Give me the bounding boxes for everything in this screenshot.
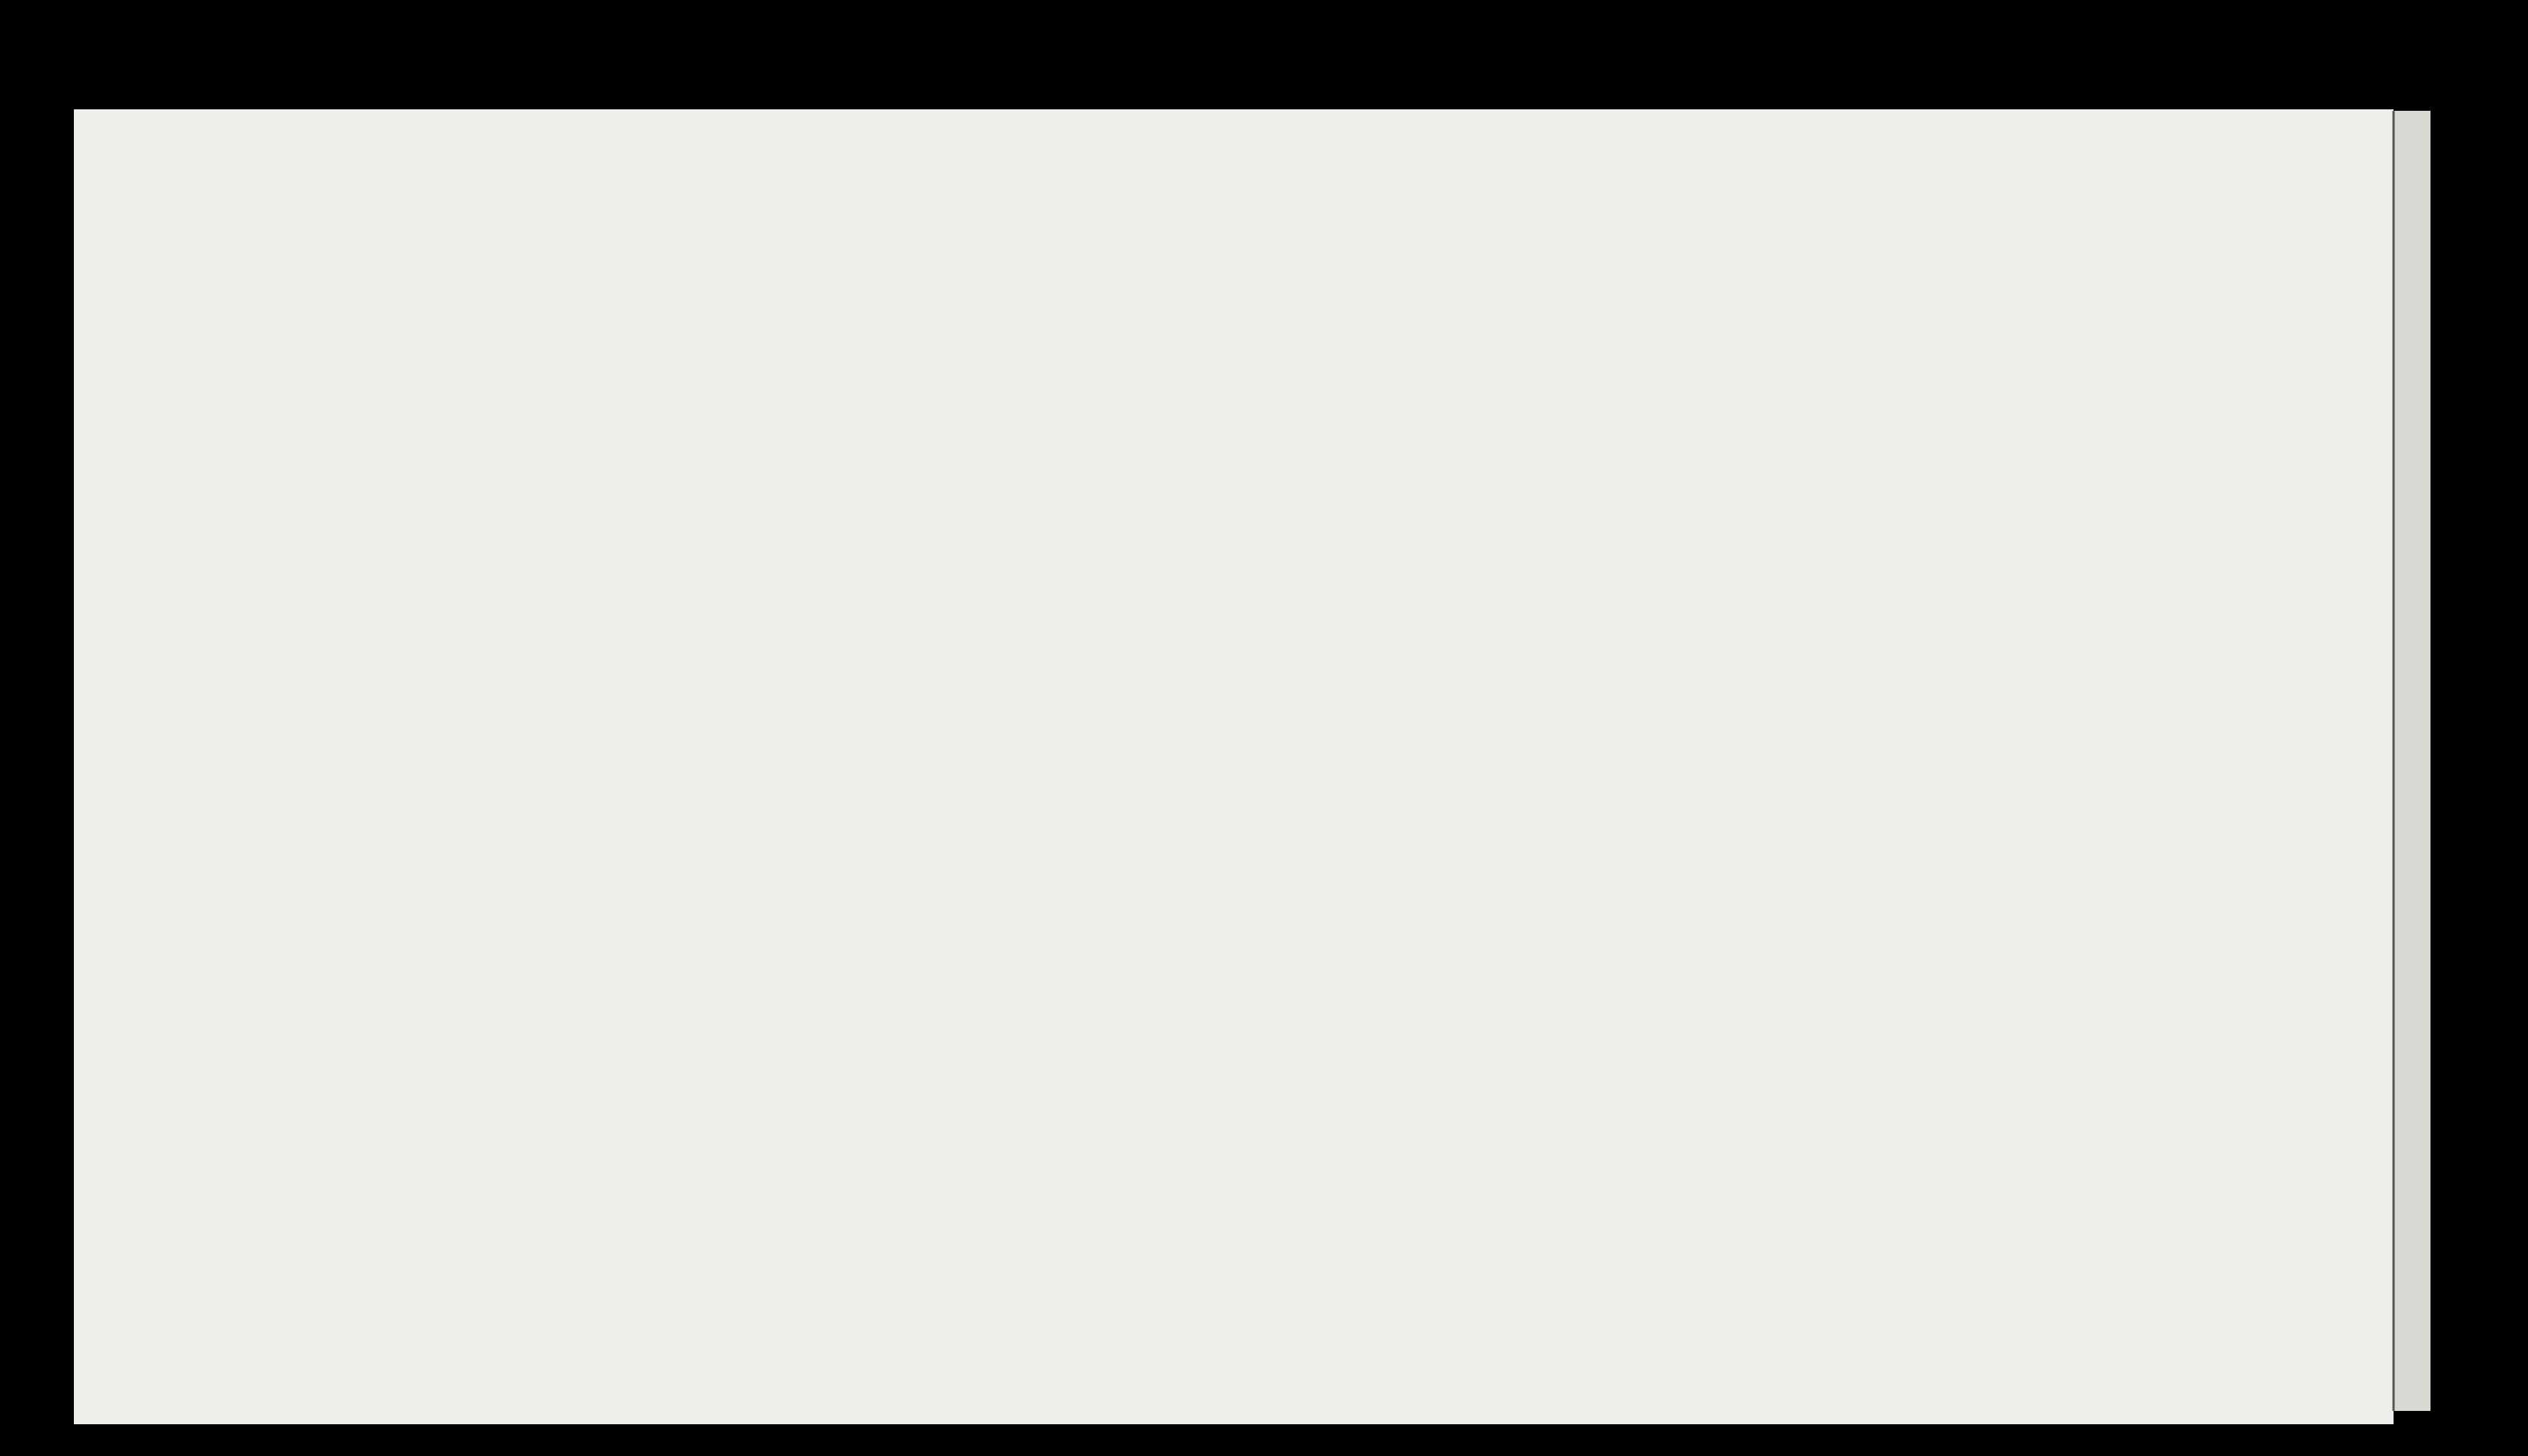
adjoining-sheet-edge — [2394, 111, 2430, 1411]
paper-sheet — [74, 109, 2394, 1424]
